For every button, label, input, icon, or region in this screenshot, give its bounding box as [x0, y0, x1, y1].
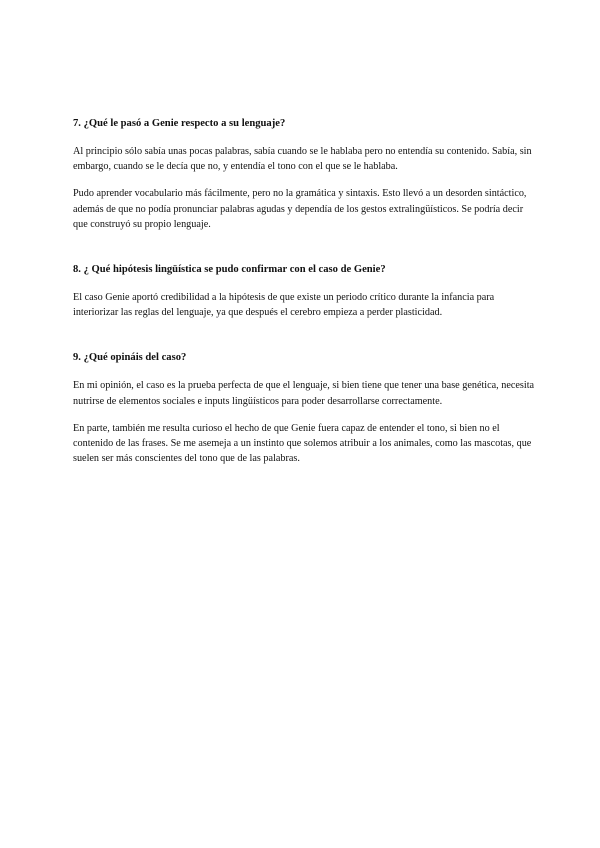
question-9-paragraph-1: En mi opinión, el caso es la prueba perfecta de que el lenguaje, si bien tiene que tener una base genética, necesita nutrirse de elementos sociales e inputs lingüísticos para poder desarrollarse correctamente.	[73, 380, 535, 407]
section-question-7	[73, 116, 535, 232]
document-body	[73, 116, 535, 478]
question-8-heading: 8. ¿ Qué hipótesis lingüística se pudo confirmar con el caso de Genie?	[73, 264, 386, 276]
question-8-paragraph-1: El caso Genie aportó credibilidad a la hipótesis de que existe un periodo crítico durante la infancia para interiorizar las reglas del lenguaje, ya que después el cerebro empieza a perder plasticidad.	[73, 292, 495, 319]
section-question-8	[73, 262, 535, 320]
question-9-paragraph-2: En parte, también me resulta curioso el hecho de que Genie fuera capaz de entender el tono, si bien no el contenido de las frases. Se me asemeja a un instinto que solemos atribuir a los animales, como las mascotas, que suelen ser más conscientes del tono que de las palabras.	[73, 422, 532, 465]
question-7-paragraph-1: Al principio sólo sabía unas pocas palabras, sabía cuando se le hablaba pero no entendía su contenido. Sabía, sin embargo, cuando se le decía que no, y entendía el tono con el que se le hablaba.	[73, 146, 532, 173]
section-question-9	[73, 350, 535, 466]
question-7-paragraph-2: Pudo aprender vocabulario más fácilmente, pero no la gramática y sintaxis. Esto llevó a un desorden sintáctico, además de que no podía pronunciar palabras agudas y dependía de los gestos extralingüísticos. Se podría decir que construyó su propio lenguaje.	[73, 188, 527, 230]
question-7-heading: 7. ¿Qué le pasó a Genie respecto a su lenguaje?	[73, 118, 286, 129]
question-9-heading: 9. ¿Qué opináis del caso?	[73, 352, 187, 364]
